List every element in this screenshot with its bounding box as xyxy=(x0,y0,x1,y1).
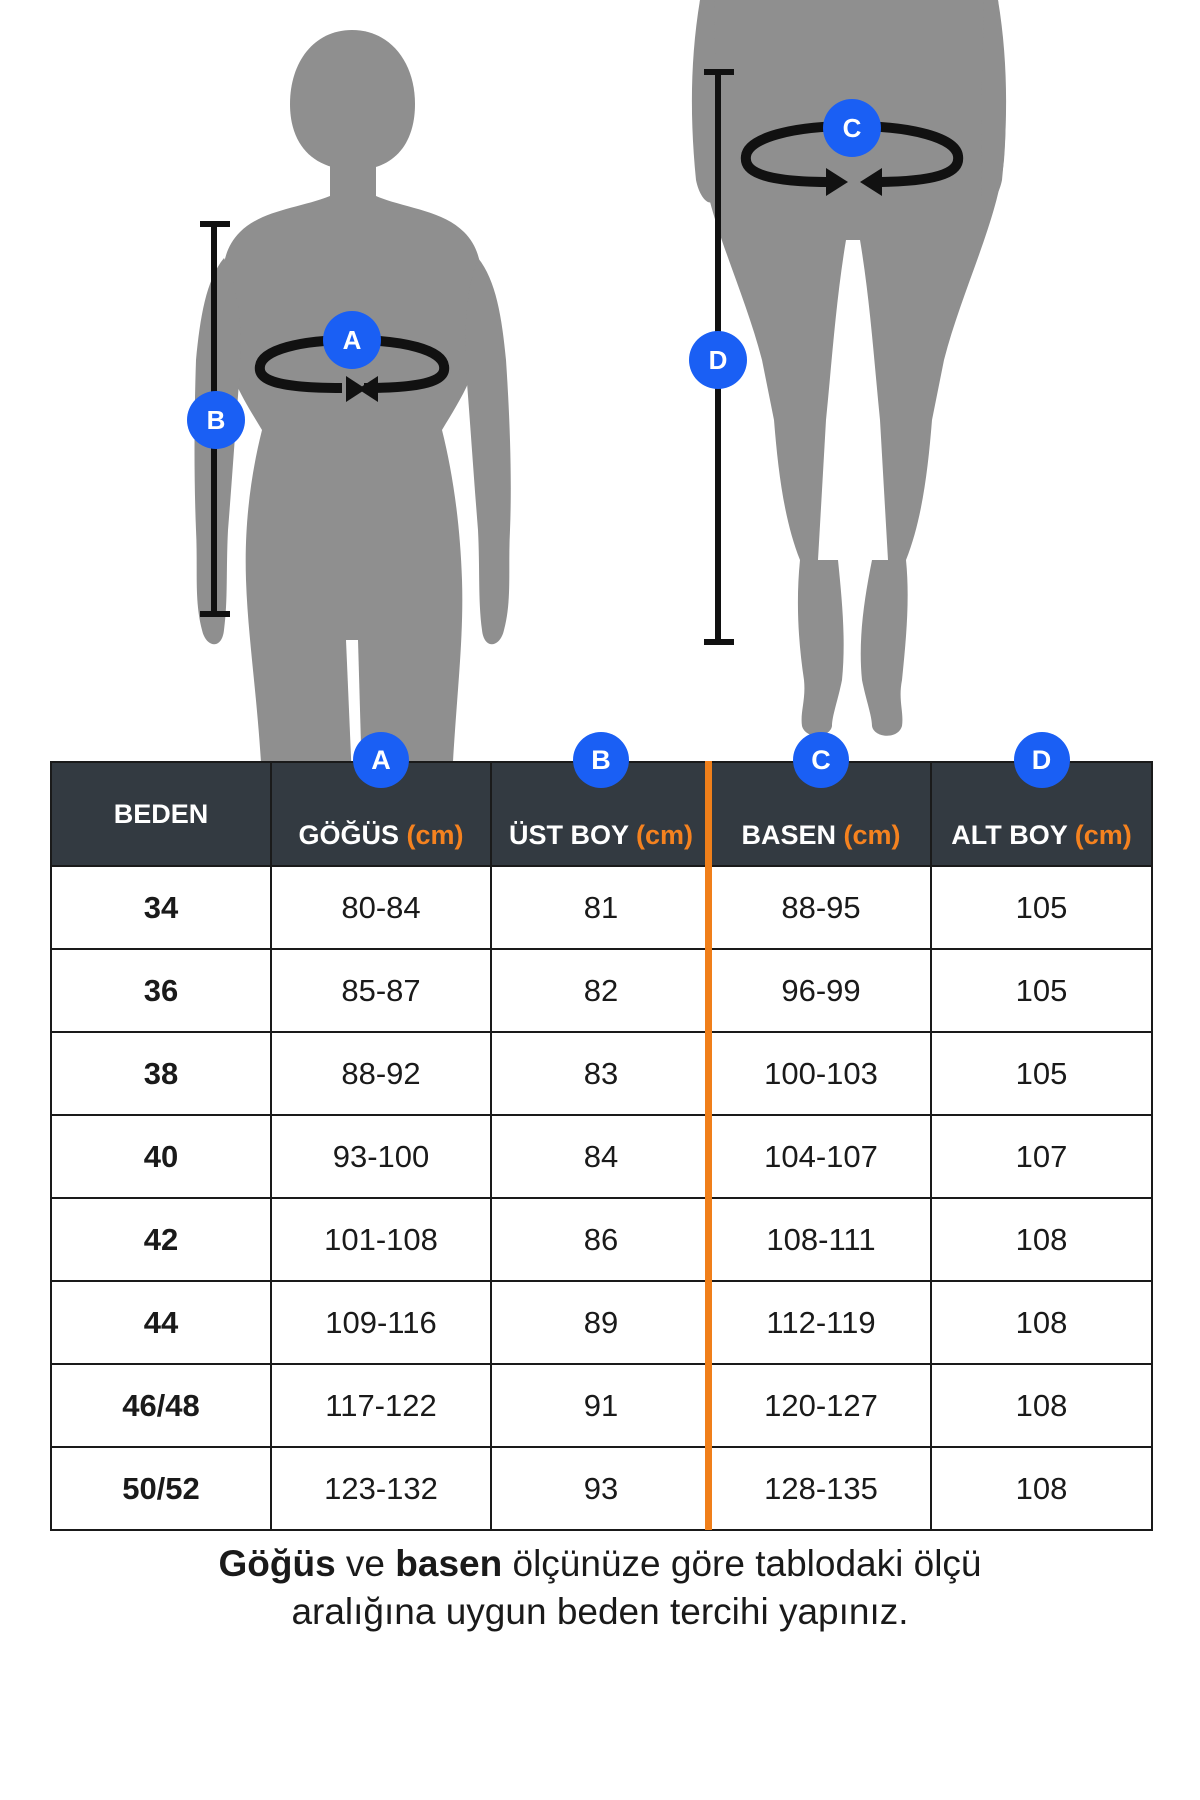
upper-body-silhouette xyxy=(195,30,511,780)
header-hip xyxy=(711,745,931,866)
cell-hip: 96-99 xyxy=(711,949,931,1032)
table-row xyxy=(51,1447,1152,1530)
badge-d xyxy=(689,331,747,389)
badge-a xyxy=(323,311,381,369)
cell-size: 42 xyxy=(51,1198,271,1281)
cell-chest: 85-87 xyxy=(271,949,491,1032)
cell-upper-length: 93 xyxy=(491,1447,711,1530)
cell-upper-length: 81 xyxy=(491,866,711,949)
cell-hip: 112-119 xyxy=(711,1281,931,1364)
header-size: BEDEN xyxy=(51,762,271,866)
table-header-row xyxy=(51,762,1152,866)
cell-hip: 108-111 xyxy=(711,1198,931,1281)
column-badge-d: D xyxy=(1014,732,1070,788)
cell-lower-length: 105 xyxy=(931,866,1152,949)
header-upper-length xyxy=(491,745,711,866)
table-row xyxy=(51,1115,1152,1198)
header-lower-length-label: ALT BOY xyxy=(951,820,1068,850)
table-row xyxy=(51,1032,1152,1115)
cell-lower-length: 105 xyxy=(931,949,1152,1032)
cell-lower-length: 108 xyxy=(931,1364,1152,1447)
table-row xyxy=(51,949,1152,1032)
svg-text:D: D xyxy=(708,345,728,375)
cell-size: 38 xyxy=(51,1032,271,1115)
header-chest-label: GÖĞÜS xyxy=(298,820,399,850)
cell-chest: 123-132 xyxy=(271,1447,491,1530)
cell-lower-length: 107 xyxy=(931,1115,1152,1198)
cell-lower-length: 108 xyxy=(931,1198,1152,1281)
cell-chest: 93-100 xyxy=(271,1115,491,1198)
footnote-line-2: aralığına uygun beden tercihi yapınız. xyxy=(291,1591,909,1632)
footnote-text-1: ve xyxy=(335,1543,396,1584)
cell-hip: 88-95 xyxy=(711,866,931,949)
cell-size: 44 xyxy=(51,1281,271,1364)
cell-hip: 120-127 xyxy=(711,1364,931,1447)
cell-chest: 88-92 xyxy=(271,1032,491,1115)
cell-hip: 100-103 xyxy=(711,1032,931,1115)
cell-size: 40 xyxy=(51,1115,271,1198)
header-chest xyxy=(271,745,491,866)
footnote-line-1 xyxy=(0,1540,1200,1588)
header-lower-length xyxy=(931,745,1152,866)
cell-upper-length: 86 xyxy=(491,1198,711,1281)
column-badge-a: A xyxy=(353,732,409,788)
orange-divider-line xyxy=(705,761,712,1530)
cell-upper-length: 89 xyxy=(491,1281,711,1364)
header-upper-length-unit: (cm) xyxy=(636,820,694,850)
cell-lower-length: 108 xyxy=(931,1281,1152,1364)
footnote-text-2: ölçünüze göre tablodaki ölçü xyxy=(502,1543,982,1584)
size-chart-table xyxy=(50,745,1153,1531)
column-badge-c: C xyxy=(793,732,849,788)
footnote-bold-chest: Göğüs xyxy=(218,1543,336,1584)
header-hip-label: BASEN xyxy=(741,820,836,850)
cell-hip: 128-135 xyxy=(711,1447,931,1530)
cell-upper-length: 82 xyxy=(491,949,711,1032)
svg-text:C: C xyxy=(842,113,862,143)
header-lower-length-unit: (cm) xyxy=(1074,820,1132,850)
badge-c xyxy=(823,99,881,157)
badge-b xyxy=(187,391,245,449)
cell-chest: 109-116 xyxy=(271,1281,491,1364)
cell-lower-length: 105 xyxy=(931,1032,1152,1115)
cell-chest: 101-108 xyxy=(271,1198,491,1281)
svg-text:B: B xyxy=(206,405,226,435)
cell-upper-length: 91 xyxy=(491,1364,711,1447)
cell-size: 34 xyxy=(51,866,271,949)
cell-size: 46/48 xyxy=(51,1364,271,1447)
header-upper-length-label: ÜST BOY xyxy=(508,820,629,850)
cell-chest: 117-122 xyxy=(271,1364,491,1447)
cell-upper-length: 83 xyxy=(491,1032,711,1115)
footnote xyxy=(0,1540,1200,1636)
header-chest-unit: (cm) xyxy=(406,820,464,850)
header-hip-unit: (cm) xyxy=(843,820,901,850)
cell-lower-length: 108 xyxy=(931,1447,1152,1530)
table-row xyxy=(51,1198,1152,1281)
cell-chest: 80-84 xyxy=(271,866,491,949)
table-row xyxy=(51,866,1152,949)
svg-text:A: A xyxy=(342,325,362,355)
cell-size: 50/52 xyxy=(51,1447,271,1530)
footnote-bold-hip: basen xyxy=(395,1543,503,1584)
cell-size: 36 xyxy=(51,949,271,1032)
measurement-figures xyxy=(0,0,1200,780)
cell-hip: 104-107 xyxy=(711,1115,931,1198)
table-row xyxy=(51,1281,1152,1364)
cell-upper-length: 84 xyxy=(491,1115,711,1198)
table-row xyxy=(51,1364,1152,1447)
column-badge-b: B xyxy=(573,732,629,788)
